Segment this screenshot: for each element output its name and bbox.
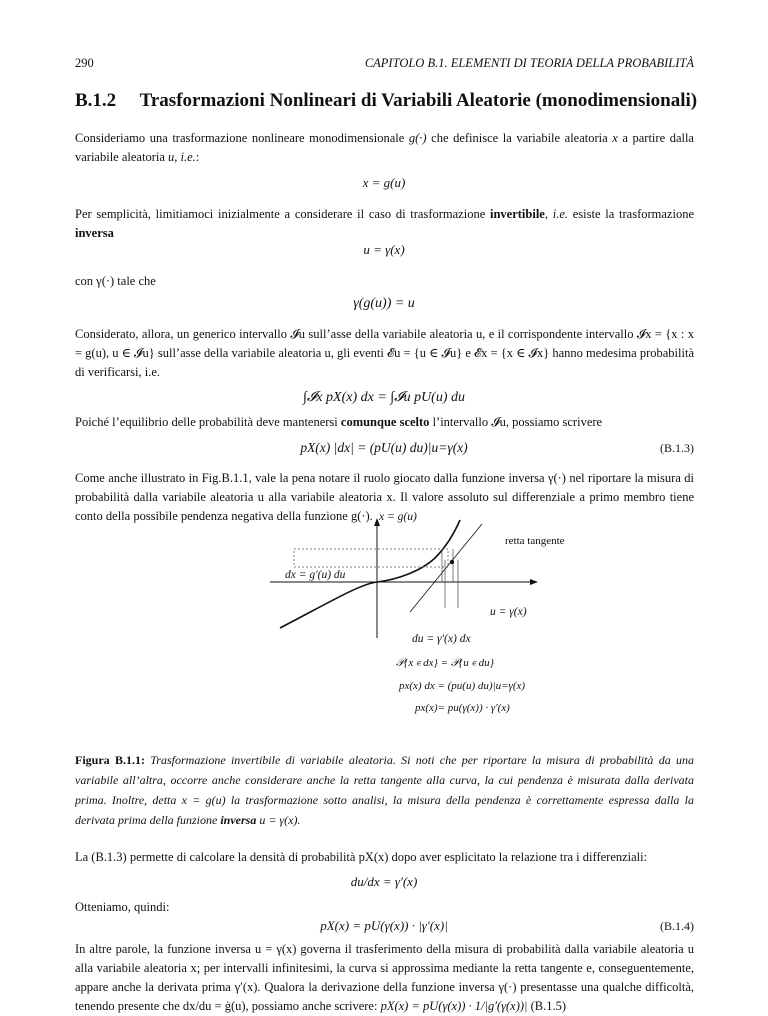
equation-5-tag: (B.1.3) xyxy=(660,441,694,455)
text: i.e. xyxy=(552,207,569,221)
text: l’intervallo 𝓘u, possiamo scrivere xyxy=(429,415,603,429)
equation-8-tag: (B.1.5) xyxy=(530,999,567,1013)
text: : xyxy=(195,150,200,164)
text: Consideriamo una trasformazione nonlineare monodimensionale xyxy=(75,131,409,145)
u-axis-arrow xyxy=(530,579,538,585)
running-title: CAPITOLO B.1. ELEMENTI DI TEORIA DELLA PROBABILITÀ xyxy=(364,56,694,70)
math: g(·) xyxy=(408,131,427,145)
figure-label-curve: x = g(u) xyxy=(379,511,417,523)
text: a partire dalla variabile aleatoria xyxy=(75,131,694,164)
paragraph-2 xyxy=(75,205,694,243)
text: i.e. xyxy=(180,150,196,164)
section-title: Trasformazioni Nonlineari di Variabili Aleatorie (monodimensionali) xyxy=(139,90,698,111)
equation-1: x = g(u) xyxy=(362,175,406,190)
equation-2: u = γ(x) xyxy=(363,242,405,257)
math: x xyxy=(612,131,618,145)
caption-text: Trasformazione invertibile di variabile aleatoria. Si noti che per riportare la misura di probabilità da una variabile all’altra, occorre anche considerare anche la retta tangente alla curva, la cui pendenza è misurata dalla derivata prima. Inoltre, detta x = g(u) la trasformazione sotto analisi, la misura della pendenza è correttamente espressa dalla la derivata prima della funzione xyxy=(75,753,695,827)
page-number: 290 xyxy=(75,56,94,70)
paragraph-3: con γ(·) tale che xyxy=(75,274,156,288)
paragraph-1 xyxy=(75,129,694,167)
text: In altre parole, la funzione inversa u = γ(x) governa il trasferimento della misura di probabilità dalla variabile aleatoria u alla variabile aleatoria x; per intervalli infinitesimi, la curva si approssima mediante la retta tangente e, conseguentemente, appare anche la derivata prima γ′(x). xyxy=(75,942,694,994)
text: , xyxy=(544,207,553,221)
equation-7-tag: (B.1.4) xyxy=(660,919,694,933)
dx-band xyxy=(294,549,448,567)
equation-3: γ(g(u)) = u xyxy=(353,296,415,311)
text: esiste la trasformazione xyxy=(568,207,694,221)
paragraph-5 xyxy=(75,413,694,432)
tangent-point xyxy=(450,560,454,564)
figure-caption xyxy=(75,750,694,830)
figure-equation-a: 𝒫{x ∊ dx} = 𝒫{u ∊ du} xyxy=(396,657,495,669)
text: inversa xyxy=(75,226,114,240)
paragraph-9 xyxy=(75,940,695,1013)
paragraph-6: Come anche illustrato in Fig.B.1.1, vale la pena notare il ruolo giocato dalla funzione inversa γ(·) nel riportare la misura di probabilità dalla variabile aleatoria u alla variabile aleatoria x. Il valore assoluto sul differenziale a primo membro tiene conto della possibile pendenza negativa della funzione g(·). xyxy=(75,471,694,523)
figure-label-u-axis: u = γ(x) xyxy=(490,606,527,618)
section-number: B.1.2 xyxy=(75,90,117,111)
figure-equation-b: px(x) dx = (pu(u) du)|u=γ(x) xyxy=(399,680,526,692)
text: Qualora la derivazione della funzione inversa γ(·) presentasse una qualche difficoltà, tenendo presente che dx/du = ġ(u), possiamo anche scrivere: xyxy=(75,980,695,1013)
figure-label-du: du = γ′(x) dx xyxy=(412,633,471,645)
caption-label: Figura B.1.1: xyxy=(75,753,145,767)
paragraph-7: La (B.1.3) permette di calcolare la densità di probabilità pX(x) dopo aver esplicitato la relazione tra i differenziali: xyxy=(75,850,648,864)
equation-4: ∫𝓘x pX(x) dx = ∫𝓘u pU(u) du xyxy=(303,390,465,405)
figure-label-dx: dx = g′(u) du xyxy=(285,569,346,581)
paragraph-4: Considerato, allora, un generico intervallo 𝓘u sull’asse della variabile aleatoria u, e il corrispondente intervallo 𝓘x = {x : x = g(u), u ∈ 𝓘u} sull’asse della variabile aleatoria u, gli eventi 𝓔u = {u ∈ 𝓘u} e 𝓔x = {x ∈ 𝓘x} hanno medesima probabilità di verificarsi, i.e. xyxy=(75,327,694,379)
text: Poiché l’equilibrio delle probabilità deve mantenersi xyxy=(75,415,341,429)
equation-6: du/dx = γ′(x) xyxy=(350,874,418,889)
text: Per semplicità, limitiamoci inizialmente a considerare il caso di trasformazione xyxy=(75,207,490,221)
text: invertibile xyxy=(490,207,545,221)
caption-end: u = γ(x). xyxy=(256,813,301,827)
section-heading xyxy=(75,90,697,112)
text: che definisce la variabile aleatoria xyxy=(426,131,613,145)
equation-7: pX(x) = pU(γ(x)) · |γ′(x)| xyxy=(320,918,448,933)
figure-equation-c: px(x)= pu(γ(x)) · γ′(x) xyxy=(415,702,510,714)
equation-5: pX(x) |dx| = (pU(u) du)|u=γ(x) xyxy=(300,440,468,455)
caption-bold: inversa xyxy=(220,813,257,827)
paragraph-8: Otteniamo, quindi: xyxy=(75,900,170,914)
math: u xyxy=(168,150,175,164)
text: , xyxy=(174,150,181,164)
equation-8: pX(x) = pU(γ(x)) · 1/|g′(γ(x))| xyxy=(380,999,528,1013)
text: comunque scelto xyxy=(340,415,430,429)
figure-label-tangent: retta tangente xyxy=(505,535,565,547)
